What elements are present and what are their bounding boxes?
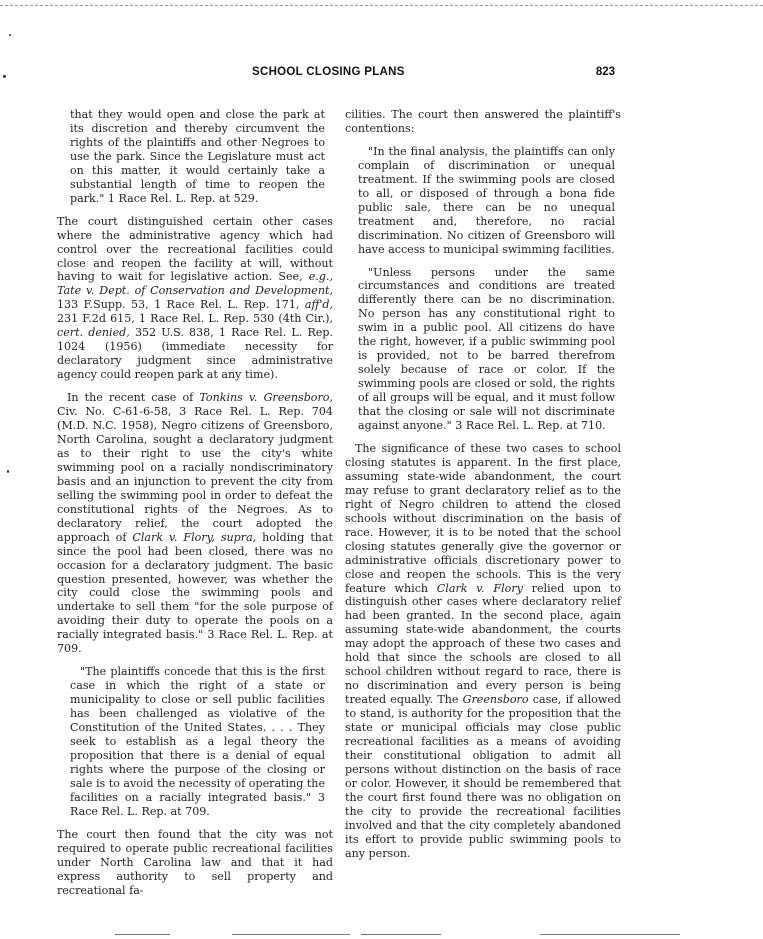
case-citation-tonkins: Tonkins v. Greensboro, <box>199 391 333 405</box>
paragraph-quote-continuation: that they would open and close the park at its discretion and thereby circumvent the rights of the plaintiffs and other Negroes to use the park. Since the Legislature must act on this matter, it would certainly take a substantial length of time to reopen the park." 1 Race Rel. L. Rep. at 529. <box>70 108 325 205</box>
block-quote-plaintiffs: "The plaintiffs concede that this is the first case in which the right of a state or municipality to close or sell public facilities has been challenged as violative of the Constitution of the United States. . . . They seek to establish as a legal theory the proposition that there is a denial of equal rights where the purpose of the closing or sale is to avoid the necessity of operating the facilities on a racially integrated basis." 3 Race Rel. L. Rep. at 709. <box>70 665 326 818</box>
running-head: SCHOOL CLOSING PLANS <box>252 66 405 78</box>
paragraph-court-found: The court then found that the city was not required to operate public recreational facilities under North Carolina law and that it had express authority to sell property and recreational fa- <box>57 827 333 897</box>
scan-bottom-mark <box>540 934 680 936</box>
case-citation-tate: e.g., Tate v. Dept. of Conservation and Development, <box>57 270 333 298</box>
left-column <box>57 108 333 906</box>
page-header <box>0 66 763 82</box>
scan-bottom-mark <box>115 934 170 936</box>
block-quote-unless-persons: "Unless persons under the same circumstances and conditions are treated differently there can be no discrimination. No person has any constitutional right to swim in a public pool. All citizens do have the right, however, if a public swimming pool is provided, not to be barred therefrom solely because of race or color. If the swimming pools are closed or sold, the rights of all groups will be equal, and it must follow that the closing or sale will not discriminate against anyone." 3 Race Rel. L. Rep. at 710. <box>358 265 615 433</box>
paragraph-significance: The significance of these two cases to school closing statutes is apparent. In the first place, assuming state-wide abandonment, the court may refuse to grant declaratory relief as to the right of Negro children to attend the closed schools without discrimination on the basis of race. However, it is to be noted that the school closing statutes generally give the governor or administrative officials discretionary power to close and reopen the schools. This is the very feature which Clark v. Flory relied upon to distinguish other cases where declaratory relief had been granted. In the second place, again assuming state-wide abandonment, the courts may adopt the approach of these two cases and hold that since the schools are closed to all school children without regard to race, there is no discrimination and every person is being treated equally. The Greensboro case, if allowed to stand, is authority for the proposition that the state or municipal officials may close public recreational facilities as a means of avoiding their constitutional obligation to admit all persons without distinction on the basis of race or color. However, it should be remembered that the court first found there was no obligation on the city to provide the recreational facilities involved and that the city completely abandoned its effort to provide public swimming pools to any person. <box>345 441 622 860</box>
paragraph-tonkins: In the recent case of Tonkins v. Greensboro, Civ. No. C-61-6-58, 3 Race Rel. L. Rep. 704 (M.D. N.C. 1958), Negro citizens of Greensboro, North Carolina, sought a declaratory judgment as to their right to use the city's white swimming pool on a racially nondiscriminatory basis and an injunction to prevent the city from selling the swimming pool in order to defeat the constitutional rights of the Negroes. As to declaratory relief, the court adopted the approach of Clark v. Flory, supra, holding that since the pool had been closed, there was no occasion for a declaratory judgment. The basic question presented, however, was whether the city could close the swimming pools and undertake to sell them "for the sole purpose of avoiding their duty to operate the pools on a racially integrated basis." 3 Race Rel. L. Rep. at 709. <box>57 391 333 656</box>
case-citation-greensboro: Greensboro <box>462 693 529 707</box>
scan-speck <box>7 470 9 473</box>
right-column <box>345 108 621 870</box>
scan-bottom-mark <box>232 934 350 936</box>
paragraph-facilities: cilities. The court then answered the plaintiff's contentions: <box>345 108 621 135</box>
scan-speck <box>9 34 11 36</box>
scan-top-border <box>0 5 763 6</box>
block-quote-final-analysis: "In the final analysis, the plaintiffs can only complain of discrimination or unequal treatment. If the swimming pools are closed to all, or disposed of through a bona fide public sale, there can be no unequal treatment and, therefore, no racial discrimination. No citizen of Greensboro will have access to municipal swimming facilities. <box>358 144 615 256</box>
page-number: 823 <box>595 66 615 78</box>
scan-bottom-mark <box>361 934 441 936</box>
case-citation-clark-flory: Clark v. Flory <box>436 581 523 595</box>
paragraph-distinguished: The court distinguished certain other cases where the administrative agency which had control over the recreational facilities could close and reopen the facility at will, without having to wait for legislative action. See, e.g., Tate v. Dept. of Conservation and Development, 133 F.Supp. 53, 1 Race Rel. L. Rep. 171, aff'd, 231 F.2d 615, 1 Race Rel. L. Rep. 530 (4th Cir.), cert. denied, 352 U.S. 838, 1 Race Rel. L. Rep. 1024 (1956) (immediate necessity for declaratory judgment since administrative agency could reopen park at any time). <box>57 214 333 382</box>
case-citation-clark: Clark v. Flory, supra, <box>132 530 257 544</box>
